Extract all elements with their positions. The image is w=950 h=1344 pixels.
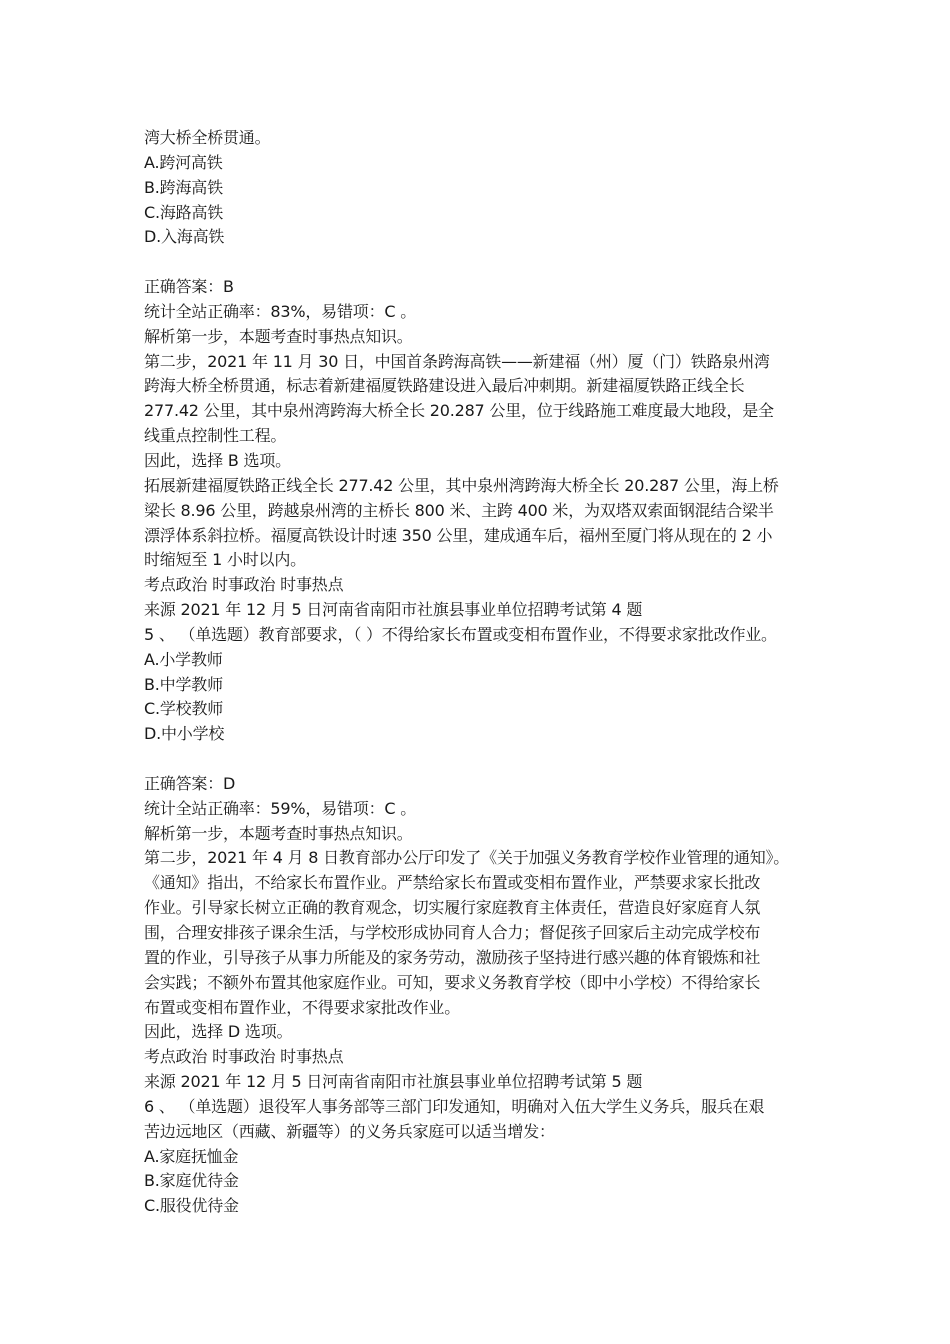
q5-analysis-step2-line: 第二步，2021 年 4 月 8 日教育部办公厅印发了《关于加强义务教育学校作业管理的通知》。 (144, 848, 790, 868)
q4-source: 来源 2021 年 12 月 5 日河南省南阳市社旗县事业单位招聘考试第 4 题 (144, 600, 643, 620)
q4-option-c: C.海路高铁 (144, 202, 224, 222)
q5-analysis-step2-line: 围，合理安排孩子课余生活，与学校形成协同育人合力；督促孩子回家后主动完成学校布 (144, 923, 761, 942)
q5-option-b: B.中学教师 (144, 674, 223, 694)
q4-analysis-step2-line: 线重点控制性工程。 (144, 426, 287, 446)
q4-conclusion: 因此，选择 B 选项。 (144, 450, 291, 470)
q5-answer: 正确答案：D (144, 773, 236, 793)
q4-stem-end: 湾大桥全桥贯通。 (144, 128, 271, 147)
q4-analysis-step2-line: 277.42 公里，其中泉州湾跨海大桥全长 20.287 公里，位于线路施工难度最大地段，是全 (144, 401, 774, 421)
q4-analysis-step2-line: 跨海大桥全桥贯通，标志着新建福厦铁路建设进入最后冲刺期。新建福厦铁路正线全长 (144, 376, 745, 396)
document-page (144, 126, 816, 1219)
q5-source: 来源 2021 年 12 月 5 日河南省南阳市社旗县事业单位招聘考试第 5 题 (144, 1072, 643, 1092)
q5-conclusion: 因此，选择 D 选项。 (144, 1022, 293, 1042)
spacer (144, 747, 816, 772)
q4-extension-line: 时缩短至 1 小时以内。 (144, 550, 306, 570)
q6-option-a: A.家庭抚恤金 (144, 1146, 239, 1166)
q4-option-b: B.跨海高铁 (144, 177, 223, 197)
q4-extension-line: 拓展新建福厦铁路正线全长 277.42 公里，其中泉州湾跨海大桥全长 20.287 公里，海上桥 (144, 475, 779, 495)
q5-stats: 统计全站正确率：59%，易错项：C 。 (144, 798, 417, 818)
q5-analysis-step2-line: 《通知》指出，不给家长布置作业。严禁给家长布置或变相布置作业，严禁要求家长批改 (144, 873, 761, 893)
q4-analysis-step2-line: 第二步，2021 年 11 月 30 日，中国首条跨海高铁——新建福（州）厦（门）铁路泉州湾 (144, 351, 770, 371)
q6-option-c: C.服役优待金 (144, 1196, 239, 1216)
q5-analysis-step2-line: 置的作业，引导孩子从事力所能及的家务劳动，激励孩子坚持进行感兴趣的体育锻炼和社 (144, 947, 761, 967)
q6-stem-line: 6 、 （单选题）退役军人事务部等三部门印发通知，明确对入伍大学生义务兵，服兵在艰 (144, 1096, 765, 1116)
q5-analysis-step2-line: 会实践；不额外布置其他家庭作业。可知，要求义务教育学校（即中小学校）不得给家长 (144, 972, 761, 992)
q5-analysis-step1: 解析第一步，本题考查时事热点知识。 (144, 823, 413, 843)
q6-option-b: B.家庭优待金 (144, 1171, 239, 1191)
q5-tags: 考点政治 时事政治 时事热点 (144, 1047, 344, 1067)
q4-option-d: D.入海高铁 (144, 227, 225, 247)
q4-tags: 考点政治 时事政治 时事热点 (144, 575, 344, 595)
q5-analysis-step2-line: 布置或变相布置作业，不得要求家批改作业。 (144, 997, 461, 1017)
q4-analysis-step1: 解析第一步，本题考查时事热点知识。 (144, 326, 413, 346)
spacer (144, 250, 816, 275)
q4-option-a: A.跨河高铁 (144, 152, 223, 172)
q6-stem-line: 苦边远地区（西藏、新疆等）的义务兵家庭可以适当增发： (144, 1121, 555, 1141)
q5-analysis-step2-line: 作业。引导家长树立正确的教育观念，切实履行家庭教育主体责任，营造良好家庭育人氛 (144, 898, 761, 918)
q5-option-d: D.中小学校 (144, 724, 225, 744)
q4-stats: 统计全站正确率：83%，易错项：C 。 (144, 301, 417, 321)
q4-extension-line: 梁长 8.96 公里，跨越泉州湾的主桥长 800 米、主跨 400 米，为双塔双索面钢混结合梁半 (144, 500, 774, 520)
q4-answer: 正确答案：B (144, 277, 234, 297)
q5-option-a: A.小学教师 (144, 649, 223, 669)
q4-extension-line: 漂浮体系斜拉桥。福厦高铁设计时速 350 公里，建成通车后，福州至厦门将从现在的 2 小 (144, 525, 773, 545)
q5-stem: 5 、 （单选题）教育部要求，（ ）不得给家长布置或变相布置作业，不得要求家批改作业。 (144, 624, 777, 644)
q5-option-c: C.学校教师 (144, 699, 224, 719)
